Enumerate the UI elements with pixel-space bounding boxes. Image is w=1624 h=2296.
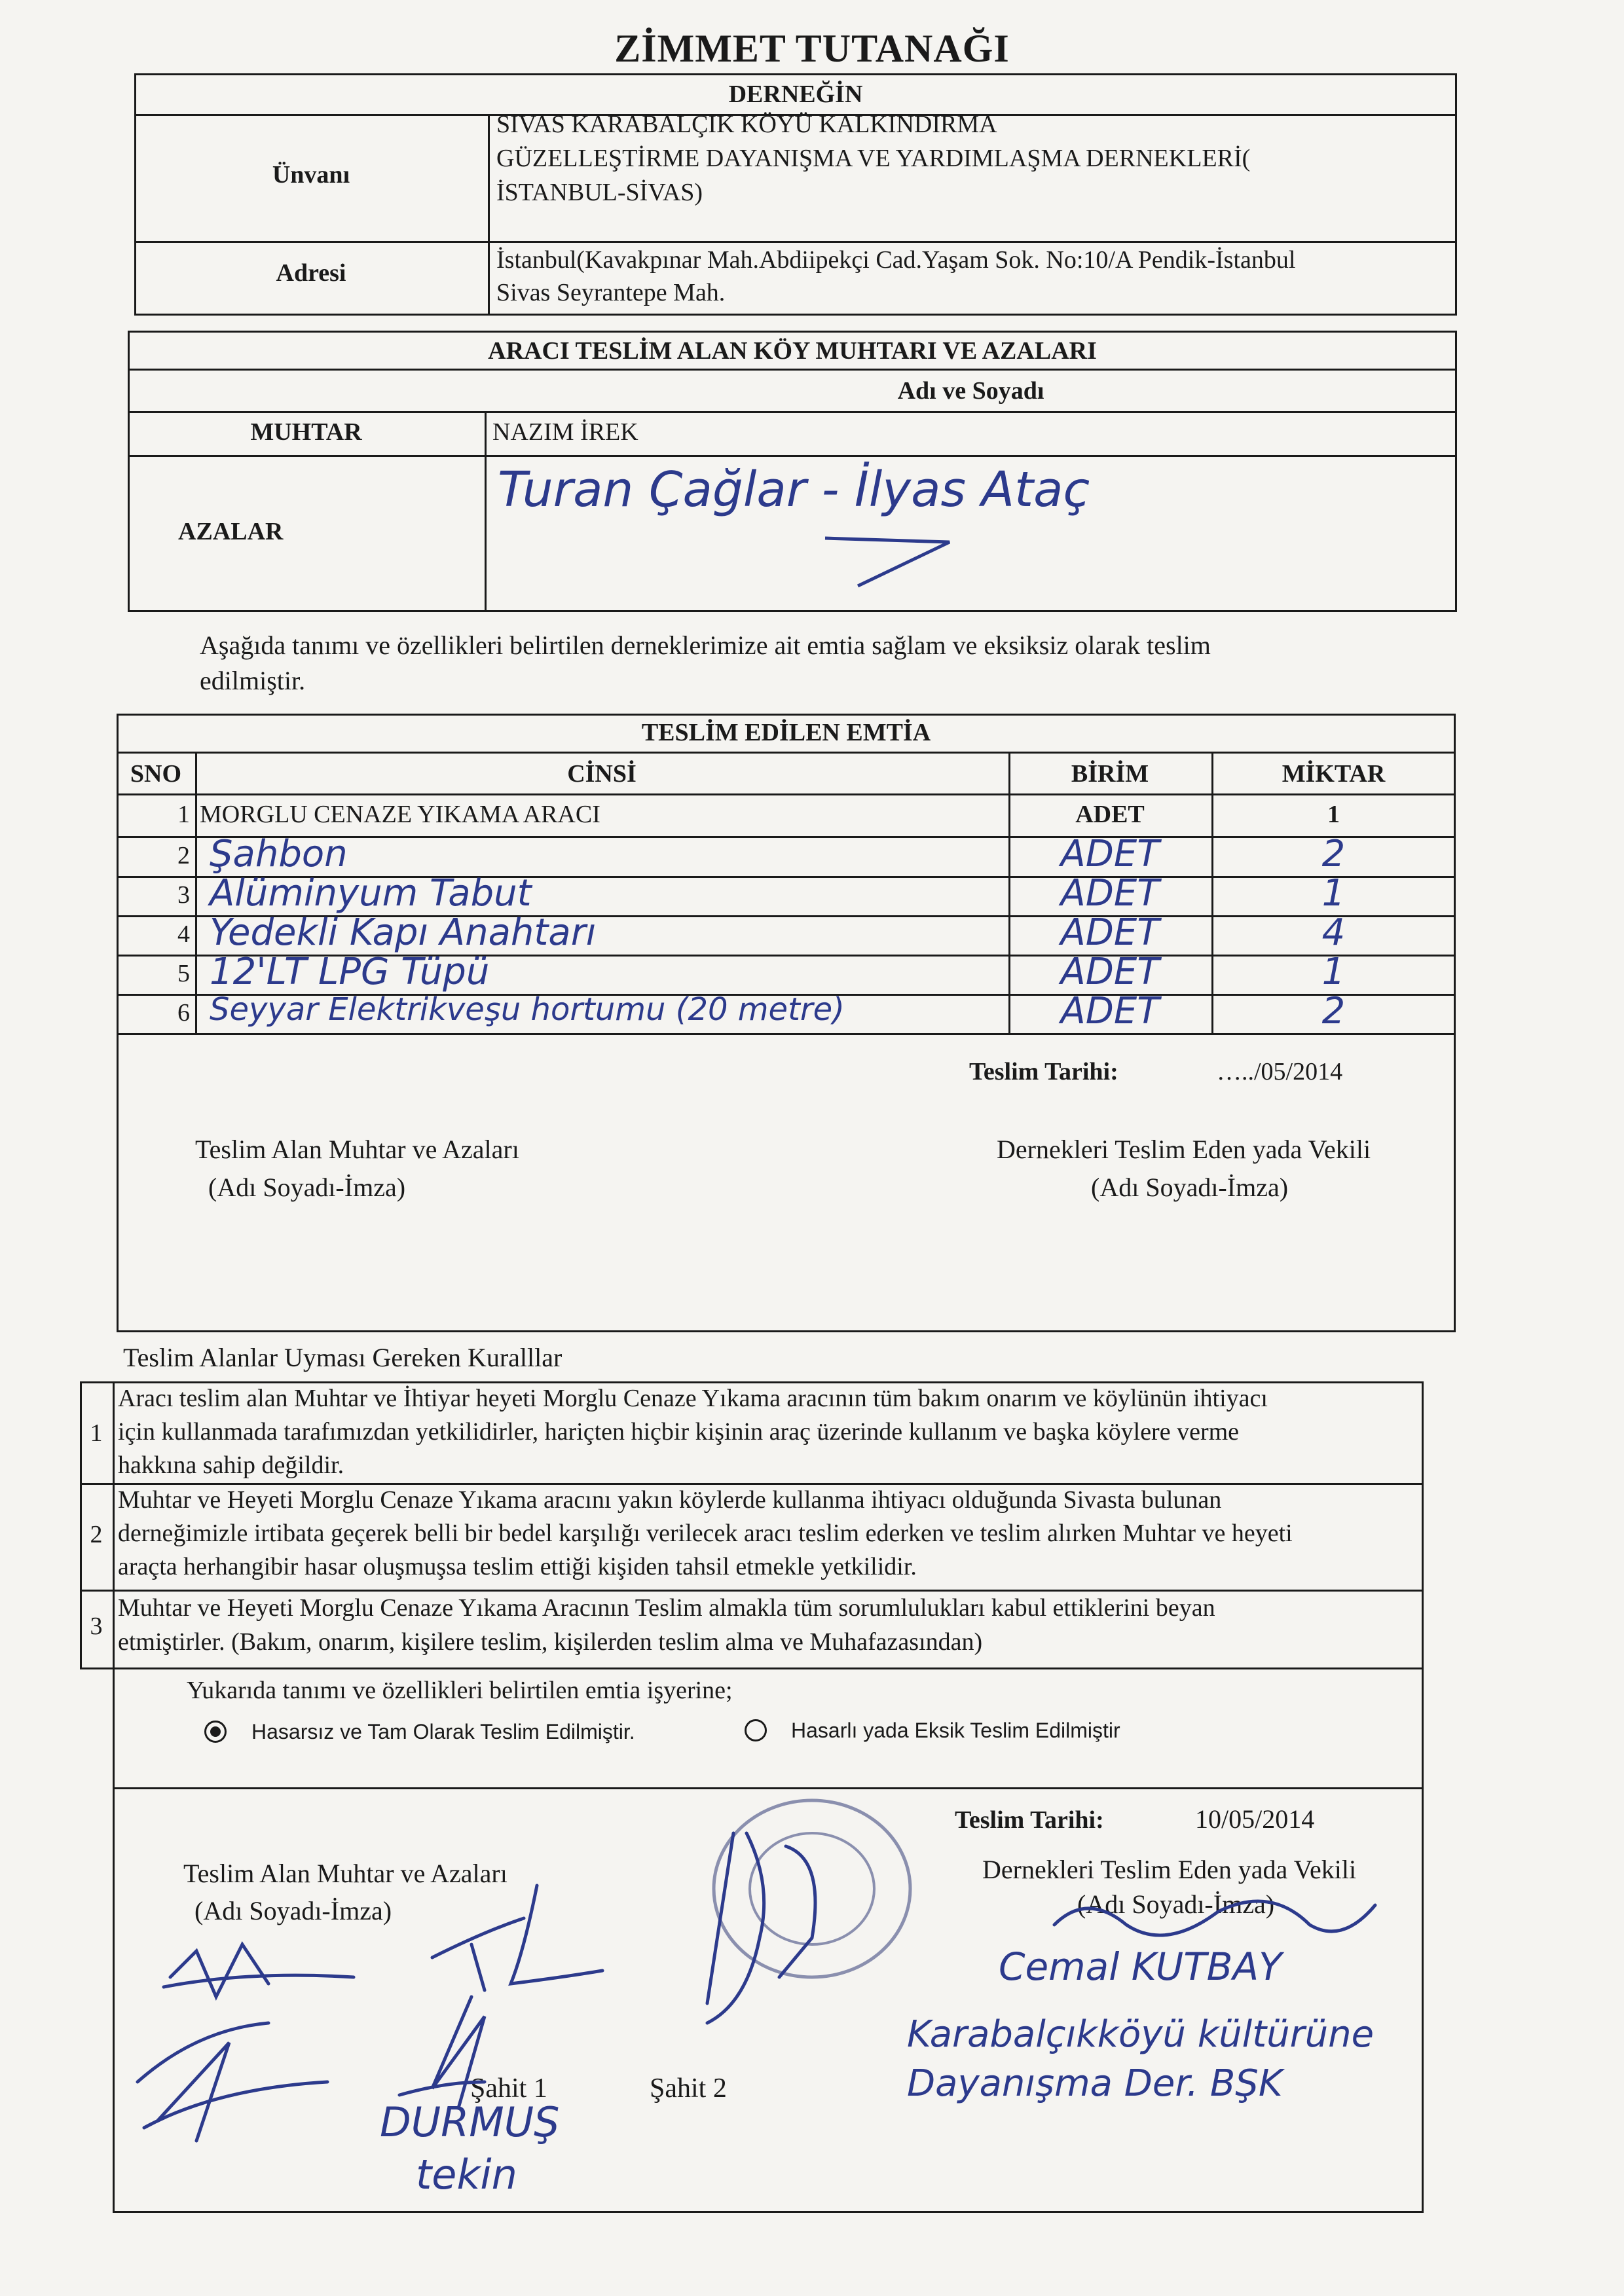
association-name-line-2: GÜZELLEŞTİRME DAYANIŞMA VE YARDIMLAŞMA DERNEKLERİ( <box>496 145 1251 172</box>
column-type: CİNSİ <box>567 760 637 788</box>
witness-2-label: Şahit 2 <box>650 2073 727 2104</box>
rule-2-no: 2 <box>90 1521 103 1548</box>
row-3-unit: ADET <box>1060 872 1160 915</box>
row-1-sno: 1 <box>177 801 190 828</box>
row-2-item: Şahbon <box>210 833 348 875</box>
delivery-statement: Yukarıda tanımı ve özellikleri belirtilen emtia işyerine; <box>187 1677 733 1704</box>
rule-1-line-2: için kullanmada tarafımızdan yetkilidirler, hariçten hiçbir kişinin araç üzerinde kullanım ve başka köylere verme <box>118 1418 1240 1446</box>
delivery-date-value: 10/05/2014 <box>1195 1804 1315 1834</box>
row-4-unit: ADET <box>1060 911 1160 954</box>
row-3-item: Alüminyum Tabut <box>210 872 532 915</box>
row-2-unit: ADET <box>1060 833 1160 875</box>
row-6-qty: 2 <box>1321 990 1346 1032</box>
signer-handwritten-line-3: Dayanışma Der. BŞK <box>907 2062 1283 2105</box>
rule-1-line-1: Aracı teslim alan Muhtar ve İhtiyar heyeti Morglu Cenaze Yıkama aracının tüm bakım onarım ve köylünün ihtiyacı <box>118 1385 1268 1412</box>
rule-1-line-3: hakkına sahip değildir. <box>118 1451 344 1479</box>
witness-handwritten-line-1: DURMUŞ <box>380 2098 560 2146</box>
statement-line-2: edilmiştir. <box>200 666 306 695</box>
option-undamaged-label: Hasarsız ve Tam Olarak Teslim Edilmiştir. <box>251 1720 635 1743</box>
goods-left-sig-1: Teslim Alan Muhtar ve Azaları <box>195 1135 519 1164</box>
witness-1-label: Şahit 1 <box>470 2073 547 2104</box>
association-name-line-3: İSTANBUL-SİVAS) <box>496 179 703 206</box>
rule-3-no: 3 <box>90 1613 103 1640</box>
delivery-left-sig-1: Teslim Alan Muhtar ve Azaları <box>183 1859 507 1888</box>
goods-date-value: …../05/2014 <box>1217 1058 1343 1085</box>
delivery-date-label: Teslim Tarihi: <box>955 1806 1104 1834</box>
column-unit: BİRİM <box>1071 760 1149 788</box>
rule-2-line-2: derneğimizle irtibata geçerek belli bir bedel karşılığı verilecek aracı teslim ederken ve teslim alırken Muhtar ve heyeti <box>118 1520 1293 1547</box>
row-1-item: MORGLU CENAZE YIKAMA ARACI <box>200 801 600 828</box>
members-underline-stroke <box>819 524 976 596</box>
name-surname-header: Adı ve Soyadı <box>897 377 1044 405</box>
muhtar-name: NAZIM İREK <box>492 418 638 446</box>
delivery-right-sig-2: (Adı Soyadı-İmza) <box>1077 1889 1275 1919</box>
row-5-qty: 1 <box>1321 951 1346 993</box>
rule-3-line-1: Muhtar ve Heyeti Morglu Cenaze Yıkama Aracının Teslim almakla tüm sorumlulukları kabul ettiklerini beyan <box>118 1594 1215 1622</box>
option-damaged-label: Hasarlı yada Eksik Teslim Edilmiştir <box>791 1719 1120 1742</box>
rule-3-line-2: etmiştirler. (Bakım, onarım, kişilere teslim, kişilerden teslim alma ve Muhafazasından) <box>118 1628 983 1656</box>
statement-line-1: Aşağıda tanımı ve özellikleri belirtilen derneklerimize ait emtia sağlam ve eksiksiz olarak teslim <box>200 630 1211 660</box>
column-sno: SNO <box>130 760 182 788</box>
members-handwritten: Turan Çağlar - İlyas Ataç <box>498 462 1090 518</box>
row-5-item: 12'LT LPG Tüpü <box>210 951 490 993</box>
muhtar-label: MUHTAR <box>250 418 362 446</box>
goods-right-sig-2: (Adı Soyadı-İmza) <box>1091 1173 1289 1202</box>
signer-handwritten-line-1: Cemal KUTBAY <box>999 1944 1282 1989</box>
row-5-unit: ADET <box>1060 951 1160 993</box>
row-2-sno: 2 <box>177 842 190 869</box>
rule-2-line-1: Muhtar ve Heyeti Morglu Cenaze Yıkama aracını yakın köylerde kullanma ihtiyacı olduğunda Sivasta bulunan <box>118 1486 1222 1514</box>
address-line-2: Sivas Seyrantepe Mah. <box>496 279 726 306</box>
delivery-left-sig-2: (Adı Soyadı-İmza) <box>194 1896 392 1925</box>
row-1-qty: 1 <box>1327 801 1340 828</box>
row-4-sno: 4 <box>177 920 190 948</box>
receivers-header: ARACI TESLİM ALAN KÖY MUHTARI VE AZALARI <box>488 337 1097 365</box>
row-1-unit: ADET <box>1075 801 1145 828</box>
goods-header: TESLİM EDİLEN EMTİA <box>641 719 931 746</box>
rules-title: Teslim Alanlar Uyması Gereken Kuralllar <box>123 1343 563 1372</box>
members-label: AZALAR <box>178 518 284 545</box>
delivery-right-sig-1: Dernekleri Teslim Eden yada Vekili <box>982 1855 1357 1884</box>
title-label: Ünvanı <box>272 161 350 189</box>
row-3-sno: 3 <box>177 881 190 909</box>
address-line-1: İstanbul(Kavakpınar Mah.Abdiipekçi Cad.Yaşam Sok. No:10/A Pendik-İstanbul <box>496 246 1296 274</box>
column-quantity: MİKTAR <box>1282 760 1386 788</box>
row-4-item: Yedekli Kapı Anahtarı <box>210 911 597 954</box>
address-label: Adresi <box>276 259 346 287</box>
rule-2-line-3: araçta herhangibir hasar oluşmuşsa teslim ettiği kişiden tahsil etmekle yetkilidir. <box>118 1553 917 1580</box>
row-2-qty: 2 <box>1321 833 1346 875</box>
row-6-unit: ADET <box>1060 990 1160 1032</box>
goods-right-sig-1: Dernekleri Teslim Eden yada Vekili <box>997 1135 1371 1164</box>
row-5-sno: 5 <box>177 960 190 987</box>
row-6-sno: 6 <box>177 999 190 1027</box>
radio-damaged[interactable] <box>745 1719 767 1741</box>
goods-date-label: Teslim Tarihi: <box>969 1058 1118 1085</box>
row-4-qty: 4 <box>1321 911 1346 954</box>
association-name-line-1: SIVAS KARABALÇIK KÖYÜ KALKINDIRMA <box>496 111 997 138</box>
radio-undamaged[interactable] <box>204 1721 227 1743</box>
row-6-item: Seyyar Elektrikveşu hortumu (20 metre) <box>210 991 845 1028</box>
signer-handwritten-line-2: Karabalçıkköyü kültürüne <box>907 2013 1375 2056</box>
goods-left-sig-2: (Adı Soyadı-İmza) <box>208 1173 406 1202</box>
signature-strokes-center <box>681 1807 917 2043</box>
rule-1-no: 1 <box>90 1419 103 1447</box>
document-title: ZİMMET TUTANAĞI <box>614 27 1010 70</box>
row-3-qty: 1 <box>1321 872 1346 915</box>
witness-handwritten-line-2: tekin <box>416 2151 517 2198</box>
association-header: DERNEĞİN <box>728 81 863 108</box>
